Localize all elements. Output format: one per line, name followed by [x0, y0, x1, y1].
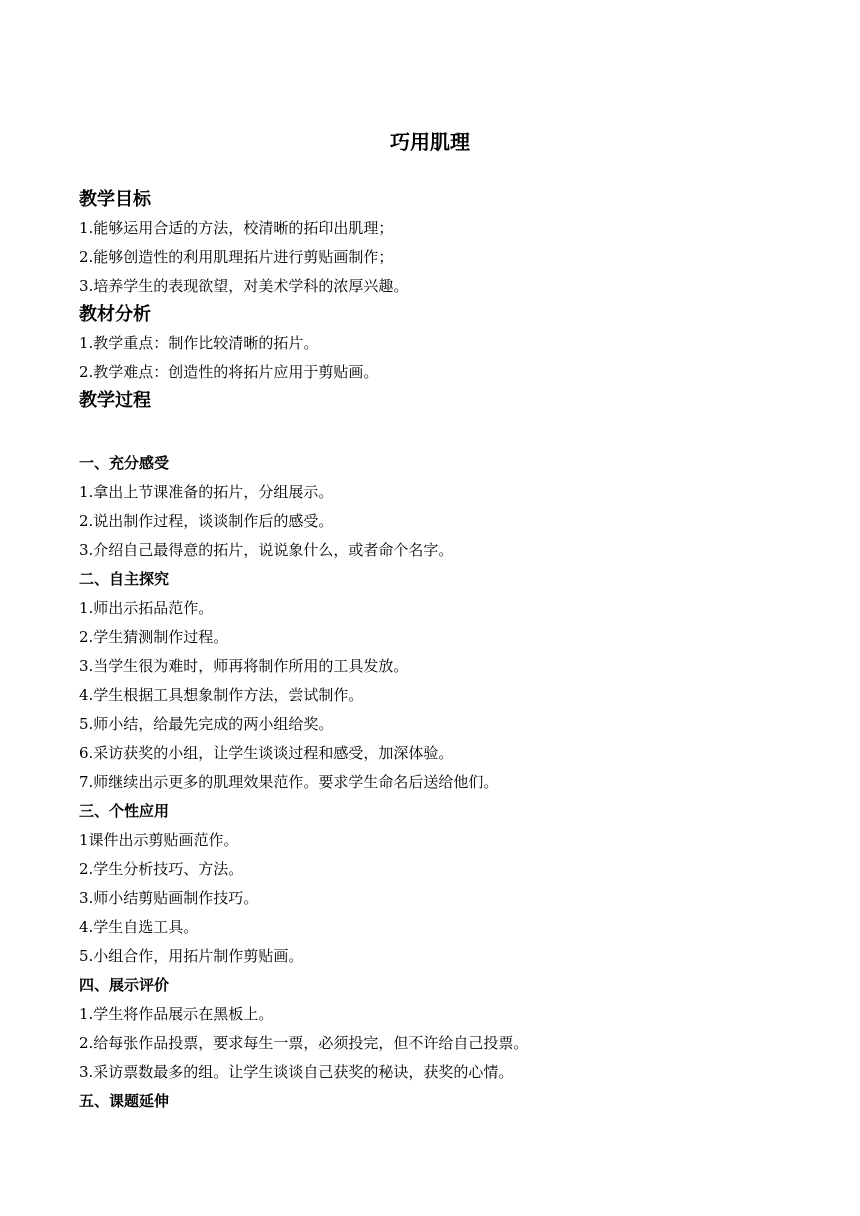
- process-item: 7.师继续出示更多的肌理效果范作。要求学生命名后送给他们。: [79, 773, 499, 791]
- process-item: 6.采访获奖的小组，让学生谈谈过程和感受，加深体验。: [79, 744, 454, 762]
- process-item: 2.说出制作过程，谈谈制作后的感受。: [79, 512, 334, 530]
- analysis-item: 2.教学难点：创造性的将拓片应用于剪贴画。: [79, 363, 379, 381]
- process-item: 3.采访票数最多的组。让学生谈谈自己获奖的秘诀，获奖的心情。: [79, 1063, 514, 1081]
- process-item: 2.学生分析技巧、方法。: [79, 860, 244, 878]
- analysis-heading: 教材分析: [79, 304, 151, 325]
- analysis-item: 1.教学重点：制作比较清晰的拓片。: [79, 334, 319, 352]
- process-item: 5.师小结，给最先完成的两小组给奖。: [79, 715, 334, 733]
- section-title: 二、自主探究: [79, 570, 170, 588]
- objective-item: 2.能够创造性的利用肌理拓片进行剪贴画制作；: [79, 248, 394, 266]
- section-title: 四、展示评价: [79, 976, 170, 994]
- section-title: 五、课题延伸: [79, 1092, 170, 1110]
- process-item: 3.当学生很为难时，师再将制作所用的工具发放。: [79, 657, 409, 675]
- process-item: 5.小组合作，用拓片制作剪贴画。: [79, 947, 304, 965]
- process-item: 1课件出示剪贴画范作。: [79, 831, 239, 849]
- section-title: 三、个性应用: [79, 802, 170, 820]
- objective-item: 1.能够运用合适的方法，校清晰的拓印出肌理；: [79, 219, 394, 237]
- process-item: 3.介绍自己最得意的拓片，说说象什么，或者命个名字。: [79, 541, 454, 559]
- document-body: [79, 186, 799, 1116]
- document-title: 巧用肌理: [390, 130, 470, 154]
- process-item: 2.给每张作品投票，要求每生一票，必须投完，但不许给自己投票。: [79, 1034, 529, 1052]
- process-item: 1.师出示拓品范作。: [79, 599, 214, 617]
- objective-item: 3.培养学生的表现欲望，对美术学科的浓厚兴趣。: [79, 277, 409, 295]
- process-item: 4.学生自选工具。: [79, 918, 199, 936]
- process-item: 2.学生猜测制作过程。: [79, 628, 229, 646]
- section-title: 一、充分感受: [79, 454, 170, 472]
- process-item: 3.师小结剪贴画制作技巧。: [79, 889, 259, 907]
- process-item: 1.拿出上节课准备的拓片，分组展示。: [79, 483, 334, 501]
- objectives-heading: 教学目标: [79, 189, 151, 210]
- process-item: 4.学生根据工具想象制作方法，尝试制作。: [79, 686, 364, 704]
- process-heading: 教学过程: [79, 390, 151, 411]
- process-item: 1.学生将作品展示在黑板上。: [79, 1005, 274, 1023]
